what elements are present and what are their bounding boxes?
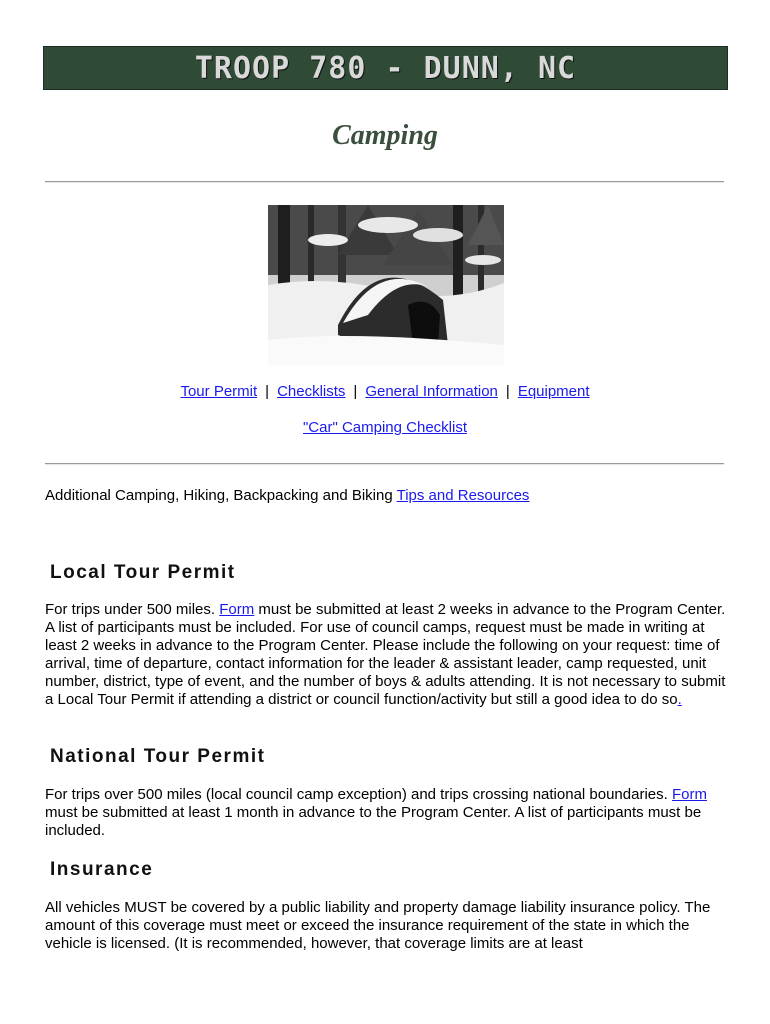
general-information-link[interactable]: General Information xyxy=(365,383,498,400)
section-nav xyxy=(0,383,770,400)
national-text-after: must be submitted at least 1 month in advance to the Program Center. A list of participants must be included. xyxy=(45,804,702,839)
site-banner xyxy=(43,46,728,90)
local-text-after: must be submitted at least 2 weeks in advance to the Program Center. A list of participants must be included. For use of council camps, request must be made in writing at least 2 weeks in advance to the Program Center. Please include the following on your request: time of arrival, time of departure, contact information for the leader & assistant leader, camp requested, unit number, district, type of event, and the number of boys & adults attending. It is not necessary to submit a Local Tour Permit if attending a district or council function/activity but still a good idea to do so xyxy=(45,601,726,708)
page-title: Camping xyxy=(332,120,438,151)
snow-tent-photo xyxy=(268,205,504,365)
local-trailing-link[interactable]: . xyxy=(677,691,682,708)
local-form-link[interactable]: Form xyxy=(219,601,255,618)
car-checklist-row xyxy=(0,419,770,436)
national-text-before: For trips over 500 miles (local council camp exception) and trips crossing national boundaries. xyxy=(45,786,672,803)
national-form-link[interactable]: Form xyxy=(671,786,707,803)
divider-top xyxy=(45,181,724,183)
insurance-heading: Insurance xyxy=(50,859,154,880)
car-camping-checklist-link[interactable]: "Car" Camping Checklist xyxy=(302,419,468,436)
national-tour-permit-text xyxy=(45,786,730,840)
banner-title: TROOP 780 - DUNN, NC xyxy=(194,50,577,86)
nav-separator: | xyxy=(353,383,358,400)
nav-separator: | xyxy=(265,383,270,400)
tips-resources-link[interactable]: Tips and Resources xyxy=(396,487,530,504)
national-tour-permit-heading: National Tour Permit xyxy=(50,746,266,767)
checklists-link[interactable]: Checklists xyxy=(277,383,346,400)
tour-permit-link[interactable]: Tour Permit xyxy=(180,383,258,400)
divider-bottom xyxy=(45,463,724,465)
insurance-text: All vehicles MUST be covered by a public liability and property damage liability insurance policy. The amount of this coverage must meet or exceed the insurance requirement of the state in which the vehicle is licensed. (It is recommended, however, that coverage limits are at least xyxy=(45,899,711,952)
equipment-link[interactable]: Equipment xyxy=(517,383,590,400)
tips-prefix: Additional Camping, Hiking, Backpacking and Biking xyxy=(45,487,397,504)
local-tour-permit-heading: Local Tour Permit xyxy=(50,562,236,583)
snow-tent-image xyxy=(268,205,504,365)
nav-separator: | xyxy=(505,383,510,400)
local-tour-permit-text xyxy=(45,601,730,709)
local-text-before: For trips under 500 miles. xyxy=(45,601,220,618)
tips-line xyxy=(45,487,529,504)
